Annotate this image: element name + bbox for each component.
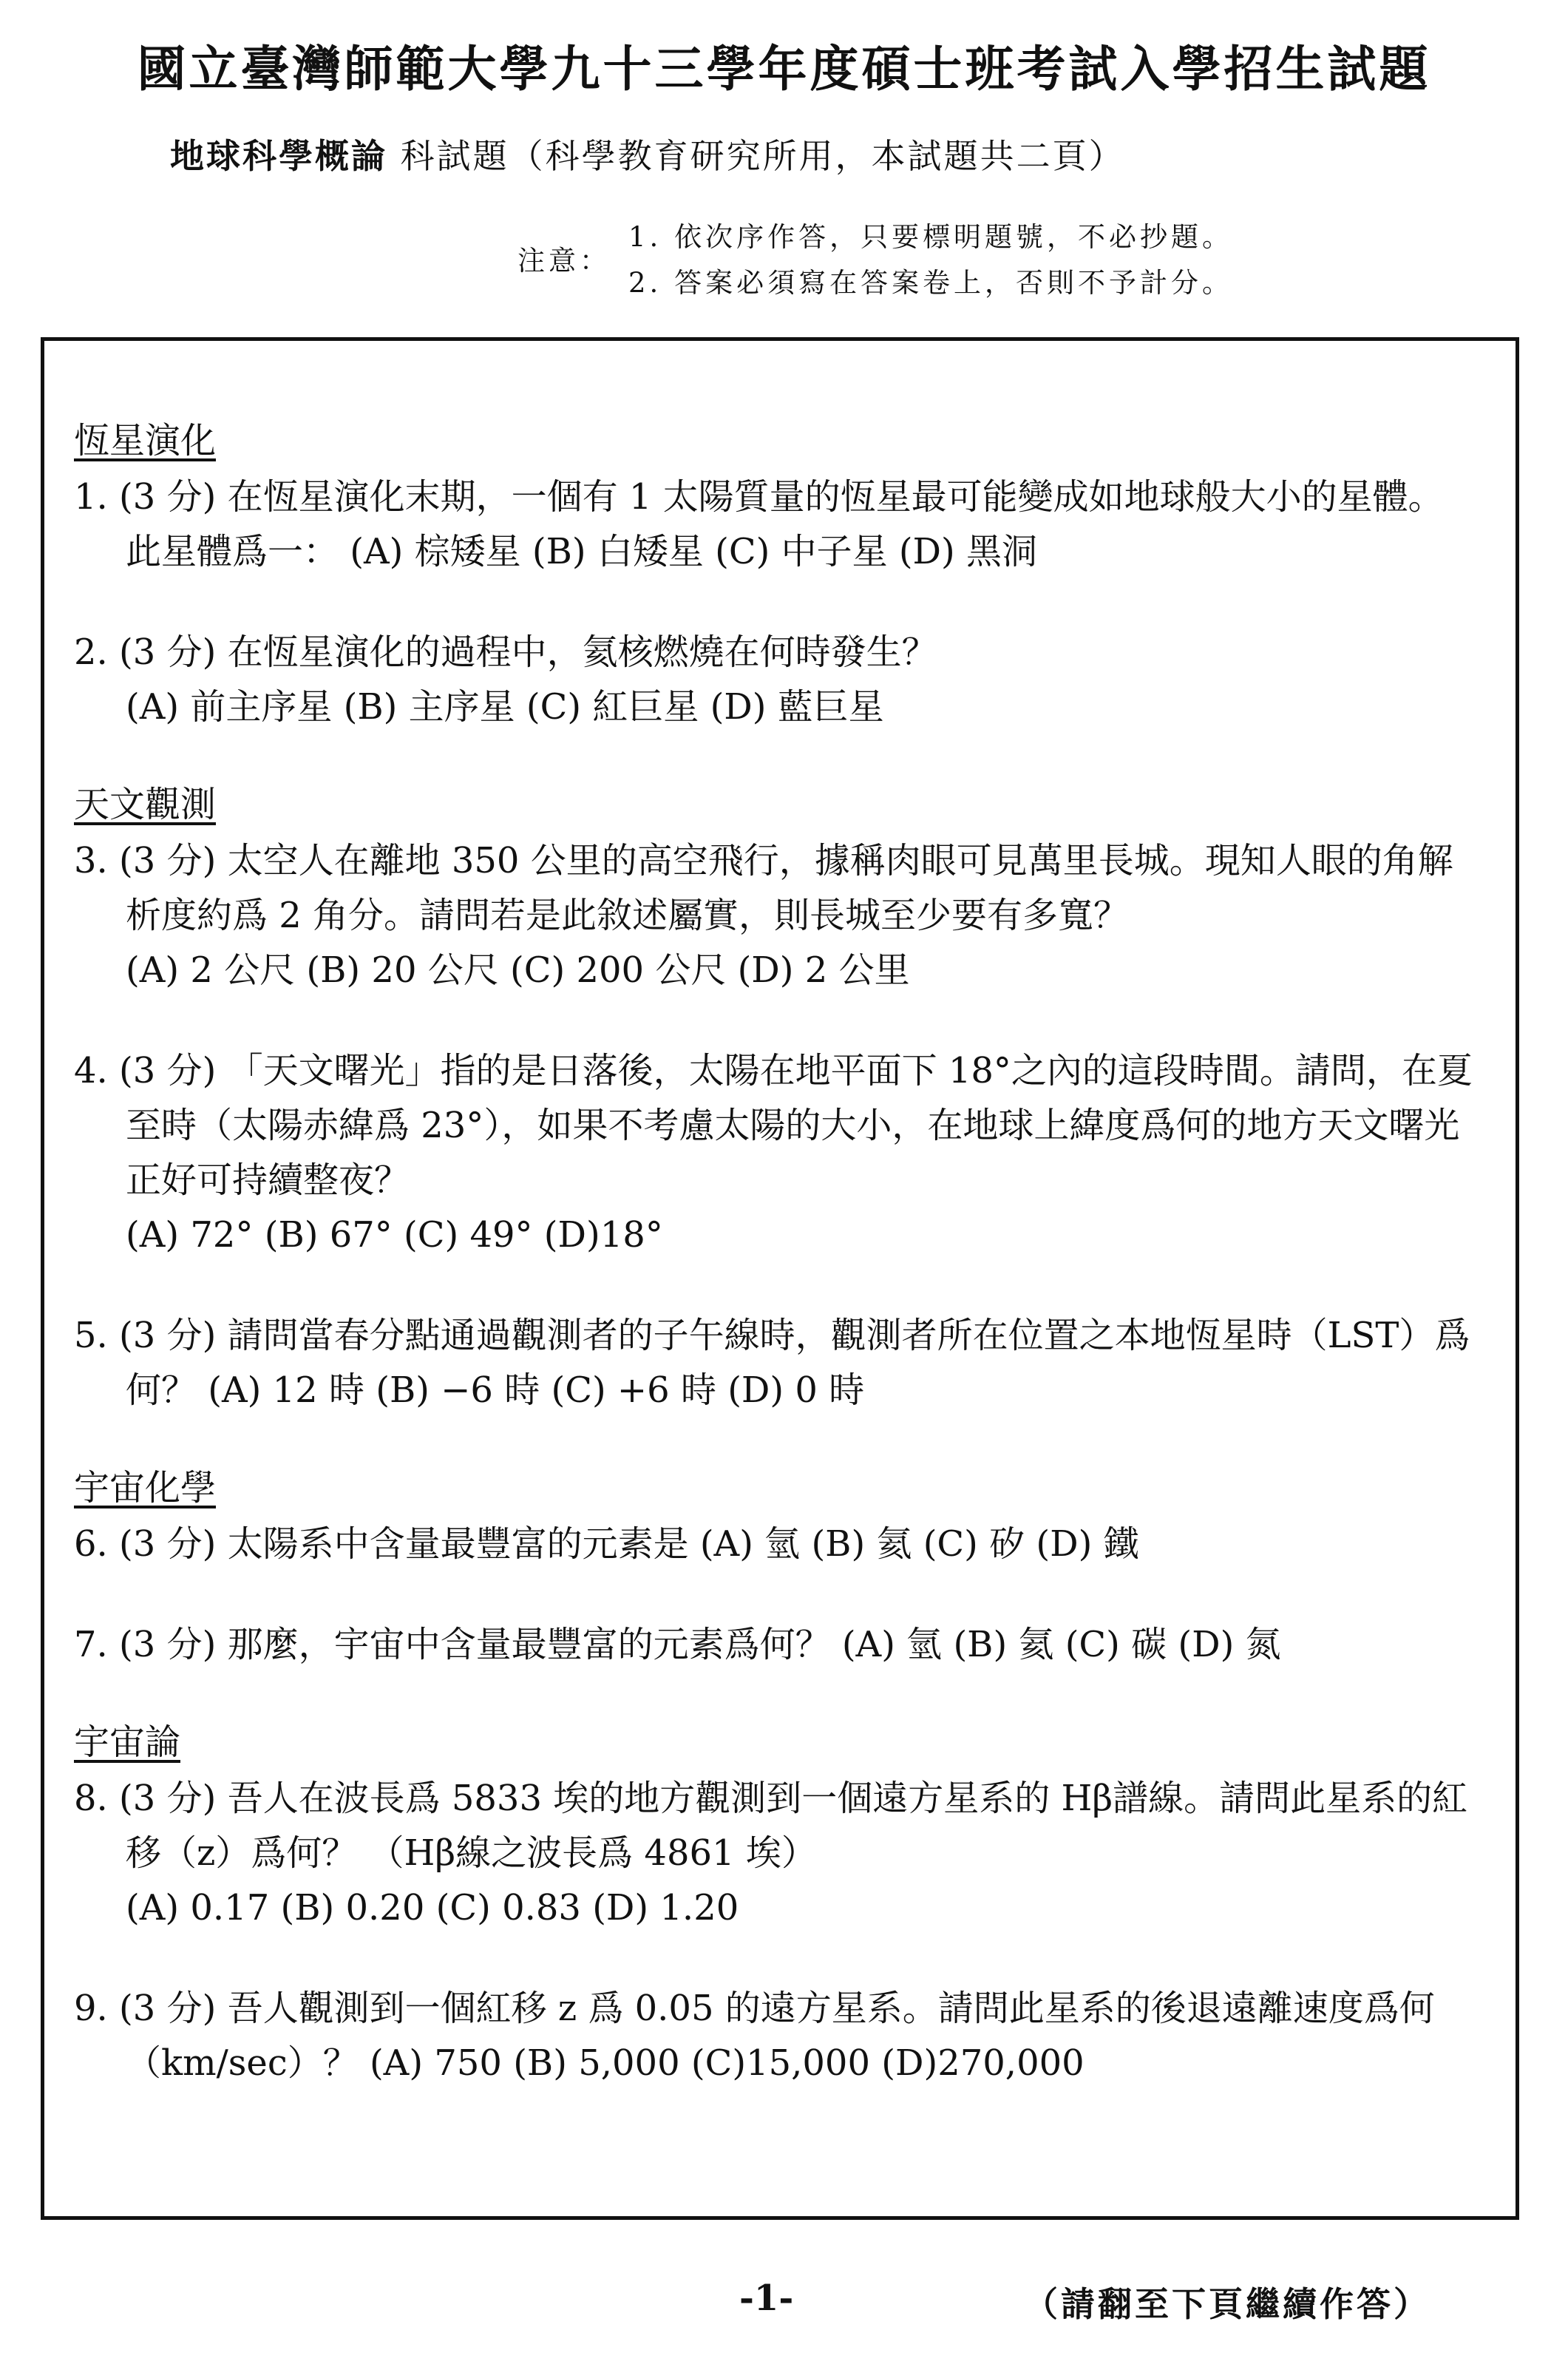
exam-title: 國立臺灣師範大學九十三學年度碩士班考試入學招生試題	[137, 41, 1431, 98]
question-5	[74, 1308, 1486, 1418]
notice-items	[628, 214, 1516, 306]
question-options: 何？ (A) 12 時 (B) −6 時 (C) +6 時 (D) 0 時	[126, 1369, 865, 1411]
exam-content	[74, 415, 1486, 2090]
exam-subtitle	[170, 129, 1125, 178]
question-4	[74, 1043, 1486, 1262]
section-title: 天文觀測	[74, 784, 217, 825]
page-number: -1-	[739, 2278, 794, 2319]
question-options: （km/sec）？ (A) 750 (B) 5,000 (C)15,000 (D)270,000	[126, 2042, 1085, 2084]
subject-name: 地球科學概論	[170, 136, 387, 176]
question-options: (A) 72° (B) 67° (C) 49° (D)18°	[126, 1214, 663, 1256]
question-line: 8. (3 分) 吾人在波長爲 5833 埃的地方觀測到一個遠方星系的 Hβ譜線。請問此星系的紅	[74, 1778, 1468, 1819]
question-1	[74, 470, 1486, 579]
question-3	[74, 833, 1486, 998]
exam-content-box	[41, 337, 1519, 2220]
notice-item: 1. 依次序作答，只要標明題號，不必抄題。	[628, 221, 1234, 253]
question-line: 6. (3 分) 太陽系中含量最豐富的元素是 (A) 氫 (B) 氦 (C) 矽 (D) 鐵	[74, 1523, 1139, 1565]
question-line: 3. (3 分) 太空人在離地 350 公里的高空飛行，據稱肉眼可見萬里長城。現知人眼的角解	[74, 840, 1453, 881]
continue-note: （請翻至下頁繼續作答）	[1024, 2284, 1430, 2324]
question-line: 7. (3 分) 那麼，宇宙中含量最豐富的元素爲何？ (A) 氫 (B) 氦 (C) 碳 (D) 氮	[74, 1624, 1281, 1665]
section-title: 宇宙化學	[74, 1467, 217, 1508]
question-line: 1. (3 分) 在恆星演化末期，一個有 1 太陽質量的恆星最可能變成如地球般大小的星體。	[74, 476, 1444, 518]
question-line: 移（z）爲何？ （Hβ線之波長爲 4861 埃）	[126, 1832, 817, 1874]
question-options: (A) 前主序星 (B) 主序星 (C) 紅巨星 (D) 藍巨星	[126, 686, 884, 728]
section-title: 宇宙論	[74, 1721, 181, 1763]
question-9	[74, 1981, 1486, 2090]
question-options: 此星體爲一： (A) 棕矮星 (B) 白矮星 (C) 中子星 (D) 黑洞	[126, 531, 1038, 572]
question-line: 析度約爲 2 角分。請問若是此敘述屬實，則長城至少要有多寬？	[126, 895, 1130, 936]
question-line: 2. (3 分) 在恆星演化的過程中，氦核燃燒在何時發生？	[74, 631, 937, 673]
question-line: 4. (3 分) 「天文曙光」指的是日落後，太陽在地平面下 18°之內的這段時間。請問，在夏	[74, 1050, 1473, 1091]
question-options: (A) 2 公尺 (B) 20 公尺 (C) 200 公尺 (D) 2 公里	[126, 949, 910, 991]
section-title: 恆星演化	[74, 420, 217, 461]
subtitle-rest: 科試題（科學教育研究所用，本試題共二頁）	[400, 136, 1125, 176]
question-2	[74, 625, 1486, 734]
question-line: 至時（太陽赤緯爲 23°），如果不考慮太陽的大小，在地球上緯度爲何的地方天文曙光	[126, 1105, 1460, 1146]
question-options: (A) 0.17 (B) 0.20 (C) 0.83 (D) 1.20	[126, 1887, 739, 1929]
question-8	[74, 1771, 1486, 1935]
question-line: 5. (3 分) 請問當春分點通過觀測者的子午線時，觀測者所在位置之本地恆星時（LST）爲	[74, 1315, 1470, 1356]
question-line: 正好可持續整夜？	[126, 1159, 410, 1201]
notice-item: 2. 答案必須寫在答案卷上，否則不予計分。	[628, 267, 1234, 299]
question-line: 9. (3 分) 吾人觀測到一個紅移 z 爲 0.05 的遠方星系。請問此星系的後退遠離速度爲何	[74, 1988, 1435, 2029]
question-6	[74, 1517, 1486, 1571]
question-7	[74, 1617, 1486, 1672]
notice-label: 注意：	[517, 245, 611, 277]
